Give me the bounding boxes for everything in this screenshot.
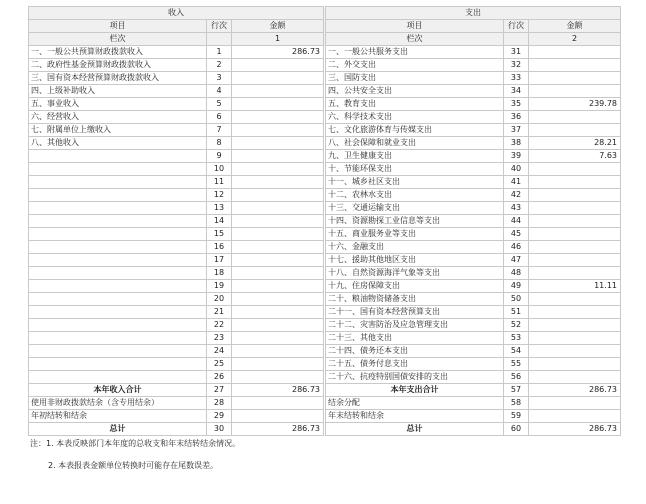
expense-amount-cell [529, 72, 621, 85]
income-line-no-cell: 19 [207, 280, 232, 293]
table-row [29, 254, 621, 267]
income-item-cell [29, 150, 207, 163]
expense-col-no-label: 栏次 [326, 33, 504, 46]
income-line-no-cell: 12 [207, 189, 232, 202]
expense-amount-cell [529, 176, 621, 189]
expense-line-no-cell: 34 [504, 85, 529, 98]
expense-amount-cell: 28.21 [529, 137, 621, 150]
expense-amount-cell [529, 59, 621, 72]
income-line-no-cell: 27 [207, 384, 232, 397]
income-item-cell [29, 254, 207, 267]
table-row [29, 345, 621, 358]
income-item-cell [29, 371, 207, 384]
table-row [29, 228, 621, 241]
table-row [29, 423, 621, 436]
table-row [29, 46, 621, 59]
income-amount-cell: 286.73 [232, 423, 324, 436]
income-amount-cell [232, 241, 324, 254]
table-row [29, 215, 621, 228]
income-line-no-cell: 14 [207, 215, 232, 228]
table-row [29, 163, 621, 176]
income-item-cell: 八、其他收入 [29, 137, 207, 150]
income-item-cell: 总计 [29, 423, 207, 436]
expense-item-cell: 十九、住房保障支出 [326, 280, 504, 293]
table-row [29, 293, 621, 306]
expense-amount-cell [529, 410, 621, 423]
expense-line-no-cell: 39 [504, 150, 529, 163]
expense-item-cell: 十六、金融支出 [326, 241, 504, 254]
income-line-no-cell: 29 [207, 410, 232, 423]
expense-item-cell: 十五、商业服务业等支出 [326, 228, 504, 241]
income-amount-cell: 286.73 [232, 384, 324, 397]
income-line-no-cell: 1 [207, 46, 232, 59]
expense-line-no-cell: 38 [504, 137, 529, 150]
income-item-cell [29, 241, 207, 254]
income-amount-cell [232, 215, 324, 228]
income-line-no-cell: 13 [207, 202, 232, 215]
income-amount-cell [232, 85, 324, 98]
income-item-header: 项目 [29, 20, 207, 33]
income-line-no-cell: 25 [207, 358, 232, 371]
income-line-no-cell: 5 [207, 98, 232, 111]
income-amount-header: 金额 [232, 20, 324, 33]
income-line-no-cell: 26 [207, 371, 232, 384]
expense-item-cell: 五、教育支出 [326, 98, 504, 111]
expense-amount-cell [529, 293, 621, 306]
expense-item-cell: 总计 [326, 423, 504, 436]
income-item-cell [29, 358, 207, 371]
expense-amount-cell [529, 371, 621, 384]
expense-item-cell: 十七、援助其他地区支出 [326, 254, 504, 267]
expense-amount-cell: 286.73 [529, 384, 621, 397]
income-item-cell: 三、国有资本经营预算财政拨款收入 [29, 72, 207, 85]
income-amount-cell [232, 280, 324, 293]
income-item-cell [29, 176, 207, 189]
table-row [29, 241, 621, 254]
income-line-no-cell: 30 [207, 423, 232, 436]
table-row [29, 137, 621, 150]
expense-line-no-cell: 53 [504, 332, 529, 345]
expense-item-cell: 二、外交支出 [326, 59, 504, 72]
income-amount-cell [232, 150, 324, 163]
income-line-no-cell: 28 [207, 397, 232, 410]
income-amount-cell [232, 228, 324, 241]
expense-item-cell: 年末结转和结余 [326, 410, 504, 423]
income-item-cell [29, 280, 207, 293]
expense-line-no-cell: 31 [504, 46, 529, 59]
income-line-no-cell: 18 [207, 267, 232, 280]
expense-item-cell: 七、文化旅游体育与传媒支出 [326, 124, 504, 137]
income-amount-cell [232, 254, 324, 267]
expense-amount-cell [529, 163, 621, 176]
table-row [29, 189, 621, 202]
income-item-cell [29, 332, 207, 345]
income-amount-cell [232, 371, 324, 384]
table-notes [30, 437, 241, 470]
expense-amount-cell: 286.73 [529, 423, 621, 436]
expense-line-no-cell: 59 [504, 410, 529, 423]
expense-item-cell: 一、一般公共服务支出 [326, 46, 504, 59]
expense-item-cell: 二十三、其他支出 [326, 332, 504, 345]
expense-item-cell: 十八、自然资源海洋气象等支出 [326, 267, 504, 280]
expense-line-no-cell: 48 [504, 267, 529, 280]
income-amount-cell [232, 410, 324, 423]
income-line-no-cell: 17 [207, 254, 232, 267]
table-row [29, 397, 621, 410]
income-amount-cell [232, 306, 324, 319]
expense-amount-cell [529, 397, 621, 410]
income-item-cell [29, 163, 207, 176]
expense-item-cell: 二十二、灾害防治及应急管理支出 [326, 319, 504, 332]
table-row [29, 150, 621, 163]
income-item-cell: 年初结转和结余 [29, 410, 207, 423]
expense-line-no-cell: 37 [504, 124, 529, 137]
income-line-no-cell: 6 [207, 111, 232, 124]
expense-amount-cell [529, 189, 621, 202]
table-row [29, 267, 621, 280]
income-amount-cell [232, 137, 324, 150]
income-item-cell: 本年收入合计 [29, 384, 207, 397]
expense-line-no-cell: 36 [504, 111, 529, 124]
income-amount-cell [232, 267, 324, 280]
table-row [29, 111, 621, 124]
income-amount-cell [232, 345, 324, 358]
income-amount-cell [232, 72, 324, 85]
expense-item-cell: 十三、交通运输支出 [326, 202, 504, 215]
expense-amount-cell [529, 202, 621, 215]
expense-item-cell: 十、节能环保支出 [326, 163, 504, 176]
expense-line-no-cell: 45 [504, 228, 529, 241]
table-row [29, 371, 621, 384]
table-row [29, 72, 621, 85]
expense-item-cell: 十二、农林水支出 [326, 189, 504, 202]
expense-amount-cell [529, 267, 621, 280]
expense-item-cell: 六、科学技术支出 [326, 111, 504, 124]
income-line-no-cell: 20 [207, 293, 232, 306]
expense-amount-cell [529, 215, 621, 228]
expense-item-cell: 二十、粮油物资储备支出 [326, 293, 504, 306]
expense-amount-cell [529, 241, 621, 254]
income-item-cell [29, 345, 207, 358]
expense-amount-cell [529, 46, 621, 59]
expense-item-cell: 本年支出合计 [326, 384, 504, 397]
expense-item-header: 项目 [326, 20, 504, 33]
expense-line-no-cell: 35 [504, 98, 529, 111]
expense-item-cell: 结余分配 [326, 397, 504, 410]
income-line-no-cell: 4 [207, 85, 232, 98]
expense-item-cell: 二十六、抗疫特别国债安排的支出 [326, 371, 504, 384]
expense-item-cell: 二十五、债务付息支出 [326, 358, 504, 371]
expense-item-cell: 二十四、债务还本支出 [326, 345, 504, 358]
expense-line-no-cell: 57 [504, 384, 529, 397]
expense-line-no-cell: 46 [504, 241, 529, 254]
income-line-no-cell: 7 [207, 124, 232, 137]
income-item-cell: 四、上级补助收入 [29, 85, 207, 98]
expense-line-no-cell: 51 [504, 306, 529, 319]
expense-item-cell: 二十一、国有资本经营预算支出 [326, 306, 504, 319]
expense-line-no-cell: 55 [504, 358, 529, 371]
expense-section-header: 支出 [326, 7, 621, 20]
expense-line-no-cell: 41 [504, 176, 529, 189]
income-item-cell [29, 189, 207, 202]
income-item-cell: 六、经营收入 [29, 111, 207, 124]
expense-line-no-cell: 47 [504, 254, 529, 267]
table-row [29, 410, 621, 423]
table-row [29, 319, 621, 332]
income-item-cell: 使用非财政拨款结余（含专用结余） [29, 397, 207, 410]
expense-item-cell: 四、公共安全支出 [326, 85, 504, 98]
expense-amount-cell [529, 345, 621, 358]
expense-amount-cell [529, 254, 621, 267]
expense-line-no-cell: 40 [504, 163, 529, 176]
income-item-cell [29, 267, 207, 280]
expense-line-no-header: 行次 [504, 20, 529, 33]
expense-item-cell: 九、卫生健康支出 [326, 150, 504, 163]
income-line-no-cell: 23 [207, 332, 232, 345]
table-row [29, 332, 621, 345]
income-line-no-cell: 16 [207, 241, 232, 254]
table-row [29, 280, 621, 293]
income-item-cell [29, 293, 207, 306]
expense-item-cell: 三、国防支出 [326, 72, 504, 85]
expense-amount-cell: 7.63 [529, 150, 621, 163]
expense-line-no-cell: 56 [504, 371, 529, 384]
income-amount-cell [232, 111, 324, 124]
income-item-cell [29, 202, 207, 215]
income-amount-cell [232, 319, 324, 332]
expense-col-number: 2 [529, 33, 621, 46]
column-number-row [29, 33, 621, 46]
income-amount-cell [232, 397, 324, 410]
expense-line-no-cell: 33 [504, 72, 529, 85]
column-header-row [29, 20, 621, 33]
income-line-no-cell: 15 [207, 228, 232, 241]
income-line-no-header: 行次 [207, 20, 232, 33]
table-row [29, 202, 621, 215]
expense-amount-cell [529, 228, 621, 241]
expense-line-no-cell: 44 [504, 215, 529, 228]
expense-line-no-cell: 49 [504, 280, 529, 293]
income-item-cell: 一、一般公共预算财政拨款收入 [29, 46, 207, 59]
income-col-number: 1 [232, 33, 324, 46]
income-amount-cell [232, 332, 324, 345]
income-line-no-cell: 11 [207, 176, 232, 189]
table-row [29, 98, 621, 111]
expense-amount-cell: 239.78 [529, 98, 621, 111]
income-expense-table [28, 6, 621, 436]
section-header-row [29, 7, 621, 20]
expense-item-cell: 十一、城乡社区支出 [326, 176, 504, 189]
income-line-no-cell: 10 [207, 163, 232, 176]
income-amount-cell [232, 59, 324, 72]
income-amount-cell [232, 189, 324, 202]
expense-amount-cell [529, 319, 621, 332]
income-amount-cell [232, 124, 324, 137]
table-row [29, 85, 621, 98]
expense-amount-cell [529, 332, 621, 345]
income-line-no-cell: 21 [207, 306, 232, 319]
table-row [29, 124, 621, 137]
expense-amount-cell [529, 306, 621, 319]
income-item-cell: 七、附属单位上缴收入 [29, 124, 207, 137]
income-amount-cell [232, 293, 324, 306]
table-row [29, 384, 621, 397]
expense-amount-cell [529, 358, 621, 371]
income-col-no-label: 栏次 [29, 33, 207, 46]
expense-amount-header: 金额 [529, 20, 621, 33]
expense-line-no-cell: 58 [504, 397, 529, 410]
expense-line-no-cell: 52 [504, 319, 529, 332]
expense-line-no-cell: 42 [504, 189, 529, 202]
expense-line-no-cell: 54 [504, 345, 529, 358]
income-item-cell [29, 306, 207, 319]
expense-line-no-cell: 43 [504, 202, 529, 215]
income-amount-cell [232, 98, 324, 111]
income-line-no-cell: 9 [207, 150, 232, 163]
note-2: 2. 本表报表金额单位转换时可能存在尾数误差。 [48, 461, 219, 470]
expense-item-cell: 十四、资源勘探工业信息等支出 [326, 215, 504, 228]
income-item-cell [29, 319, 207, 332]
income-amount-cell: 286.73 [232, 46, 324, 59]
expense-amount-cell [529, 111, 621, 124]
income-amount-cell [232, 176, 324, 189]
table-row [29, 59, 621, 72]
income-amount-cell [232, 202, 324, 215]
income-item-cell: 五、事业收入 [29, 98, 207, 111]
table-row [29, 358, 621, 371]
note-1: 注：1. 本表反映部门本年度的总收支和年末结转结余情况。 [30, 439, 241, 448]
income-line-no-cell: 24 [207, 345, 232, 358]
income-item-cell [29, 215, 207, 228]
expense-amount-cell [529, 124, 621, 137]
income-line-no-cell: 22 [207, 319, 232, 332]
expense-amount-cell: 11.11 [529, 280, 621, 293]
table-row [29, 306, 621, 319]
income-amount-cell [232, 163, 324, 176]
income-section-header: 收入 [29, 7, 324, 20]
income-line-no-cell: 8 [207, 137, 232, 150]
expense-amount-cell [529, 85, 621, 98]
income-amount-cell [232, 358, 324, 371]
expense-line-no-cell: 60 [504, 423, 529, 436]
expense-item-cell: 八、社会保障和就业支出 [326, 137, 504, 150]
table-row [29, 176, 621, 189]
expense-line-no-cell: 50 [504, 293, 529, 306]
income-line-no-cell: 2 [207, 59, 232, 72]
income-line-no-cell: 3 [207, 72, 232, 85]
expense-line-no-cell: 32 [504, 59, 529, 72]
income-item-cell [29, 228, 207, 241]
income-item-cell: 二、政府性基金预算财政拨款收入 [29, 59, 207, 72]
